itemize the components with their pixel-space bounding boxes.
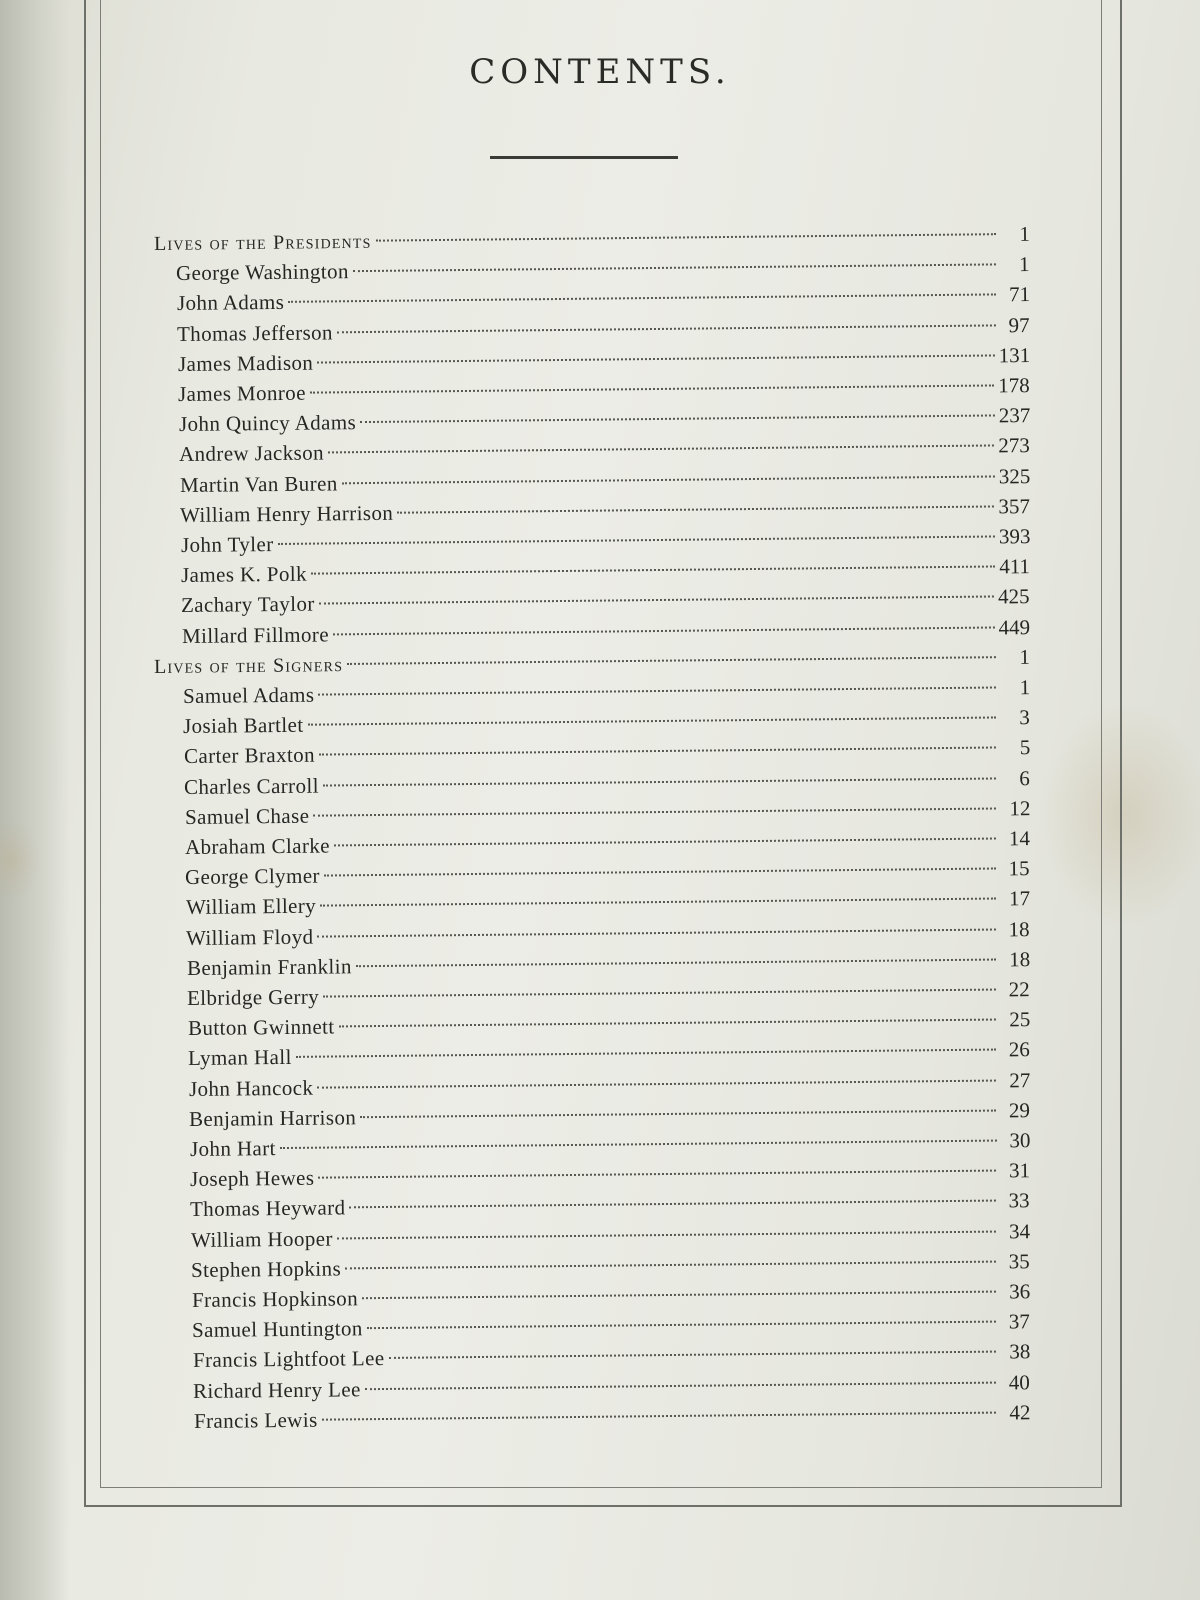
toc-entry-label: Carter Braxton [183, 743, 315, 769]
toc-entry-label: Joseph Hewes [189, 1165, 315, 1192]
toc-page-number: 14 [1008, 826, 1031, 851]
spine-shadow [0, 0, 70, 1600]
dot-leader [320, 898, 996, 907]
toc-page-number: 1 [1019, 221, 1031, 246]
dot-leader [334, 838, 996, 847]
toc-section-label: Lives of the Presidents [153, 230, 372, 255]
dot-leader [347, 656, 996, 665]
dot-leader [323, 777, 996, 786]
dot-leader [317, 1079, 996, 1088]
toc-page-number: 37 [1008, 1309, 1031, 1334]
toc-page-number: 131 [998, 342, 1031, 368]
toc-page-number: 325 [998, 463, 1031, 489]
toc-entry-label: Thomas Jefferson [177, 319, 334, 346]
dot-leader [279, 1140, 996, 1150]
toc-entry-label: Samuel Chase [184, 803, 310, 829]
dot-leader [341, 475, 994, 484]
toc-entry-label: Richard Henry Lee [192, 1376, 361, 1403]
toc-entry-label: John Adams [176, 290, 285, 316]
toc-entry-label: Benjamin Franklin [186, 954, 352, 980]
dot-leader [338, 1019, 996, 1028]
toc-entry-label: William Henry Harrison [179, 500, 394, 527]
dot-leader [360, 415, 995, 424]
dot-leader [318, 928, 996, 937]
toc-page-number: 237 [998, 403, 1031, 428]
toc-page-number: 5 [1019, 735, 1031, 760]
toc-entry-label: James Madison [177, 350, 314, 376]
toc-entry-label: Millard Fillmore [181, 622, 329, 648]
toc-entry-label: Samuel Adams [182, 682, 315, 708]
toc-page-number: 12 [1008, 795, 1031, 821]
dot-leader [317, 354, 994, 363]
toc-entry-label: Francis Lewis [193, 1407, 318, 1433]
toc-page-number: 29 [1008, 1097, 1031, 1123]
toc-entry-label: John Hancock [188, 1075, 314, 1101]
dot-leader [308, 717, 996, 726]
dot-leader [365, 1381, 996, 1390]
page-title: CONTENTS. [469, 52, 731, 92]
toc-entry-label: Martin Van Buren [179, 470, 338, 497]
toc-entry-label: Abraham Clarke [184, 833, 331, 859]
dot-leader [360, 1109, 996, 1118]
dot-leader [376, 233, 996, 241]
toc-page-number: 411 [999, 554, 1031, 579]
dot-leader [319, 747, 996, 756]
toc-page-number: 33 [1008, 1188, 1031, 1213]
dot-leader [345, 1260, 996, 1269]
dot-leader [323, 989, 996, 998]
toc-entry-label: John Hart [189, 1136, 276, 1161]
dot-leader [397, 505, 994, 513]
dot-leader [319, 596, 994, 605]
toc-page-number: 26 [1008, 1037, 1031, 1062]
toc-page-number: 1 [1019, 252, 1031, 277]
toc-entry-label: Benjamin Harrison [188, 1105, 357, 1131]
toc-page-number: 273 [998, 433, 1031, 458]
toc-page-number: 178 [998, 373, 1031, 398]
toc-page-number: 34 [1008, 1218, 1031, 1244]
toc-page-number: 18 [1008, 946, 1031, 972]
toc-page-number: 357 [998, 493, 1031, 519]
toc-entry-label: Charles Carroll [183, 773, 320, 799]
toc-page-number: 449 [998, 614, 1031, 640]
toc-entry-label: John Tyler [180, 532, 274, 557]
toc-entry-label: Andrew Jackson [179, 440, 325, 467]
dot-leader [333, 626, 995, 635]
toc-entry-label: James K. Polk [180, 561, 308, 588]
toc-page-number: 18 [1008, 916, 1031, 941]
toc-page-number: 17 [1008, 886, 1031, 911]
toc-page-number: 97 [1008, 312, 1031, 337]
dot-leader [388, 1351, 996, 1359]
dot-leader [328, 445, 994, 454]
dot-leader [318, 686, 996, 695]
dot-leader [321, 1411, 996, 1420]
toc-page-number: 36 [1008, 1279, 1031, 1304]
toc-page-number: 35 [1008, 1249, 1031, 1274]
toc-page-number: 1 [1019, 675, 1031, 700]
dot-leader [288, 294, 996, 303]
dot-leader [277, 535, 994, 545]
toc-entry-label: Button Gwinnett [187, 1014, 335, 1041]
dot-leader [318, 1170, 996, 1179]
dot-leader [356, 958, 996, 967]
toc-entry-label: William Ellery [185, 894, 317, 920]
toc-page-number: 27 [1008, 1067, 1031, 1093]
toc-page-number: 3 [1019, 705, 1031, 730]
toc-page-number: 30 [1008, 1128, 1031, 1153]
toc-page-number: 42 [1008, 1400, 1031, 1425]
toc-entry-label: James Monroe [178, 380, 307, 406]
toc-entry-label: John Quincy Adams [178, 410, 356, 437]
dot-leader [310, 384, 994, 393]
toc-entry-label: William Hooper [190, 1226, 333, 1252]
dot-leader [296, 1049, 996, 1058]
toc-entry-label: Zachary Taylor [181, 591, 316, 618]
toc-page-number: 31 [1008, 1158, 1031, 1183]
toc-entry-label: William Floyd [186, 924, 314, 950]
toc-entry-label: Samuel Huntington [192, 1316, 364, 1343]
dot-leader [324, 868, 996, 877]
toc-entry-label: Josiah Bartlet [183, 712, 304, 739]
toc-page-number: 393 [998, 524, 1031, 549]
toc-entry-label: Francis Lightfoot Lee [192, 1346, 385, 1373]
toc-entry-label: Elbridge Gerry [187, 984, 320, 1010]
toc-page-number: 22 [1008, 977, 1031, 1002]
toc-section-label: Lives of the Signers [153, 653, 344, 678]
title-rule [490, 156, 678, 159]
dot-leader [362, 1291, 996, 1300]
dot-leader [367, 1321, 996, 1330]
toc-entry-label: George Washington [176, 259, 350, 286]
toc-entry-label: Stephen Hopkins [191, 1256, 342, 1282]
dot-leader [311, 566, 995, 575]
dot-leader [313, 807, 996, 816]
toc-page-number: 38 [1008, 1339, 1031, 1364]
dot-leader [337, 324, 996, 333]
toc-entry-label: Francis Hopkinson [191, 1286, 358, 1312]
toc-page-number: 25 [1008, 1007, 1031, 1032]
toc-page-number: 71 [1008, 282, 1031, 307]
dot-leader [337, 1230, 996, 1239]
toc-entry-label: George Clymer [185, 863, 321, 890]
toc-entry-label: Lyman Hall [188, 1045, 292, 1071]
dot-leader [350, 1200, 996, 1209]
toc-page-number: 1 [1019, 644, 1031, 669]
dot-leader [353, 264, 996, 273]
toc-entry-label: Thomas Heyward [190, 1195, 346, 1222]
toc-page-number: 40 [1008, 1369, 1031, 1395]
toc-page-number: 15 [1008, 856, 1031, 881]
toc-page-number: 6 [1019, 765, 1031, 790]
toc-page-number: 425 [998, 584, 1031, 609]
